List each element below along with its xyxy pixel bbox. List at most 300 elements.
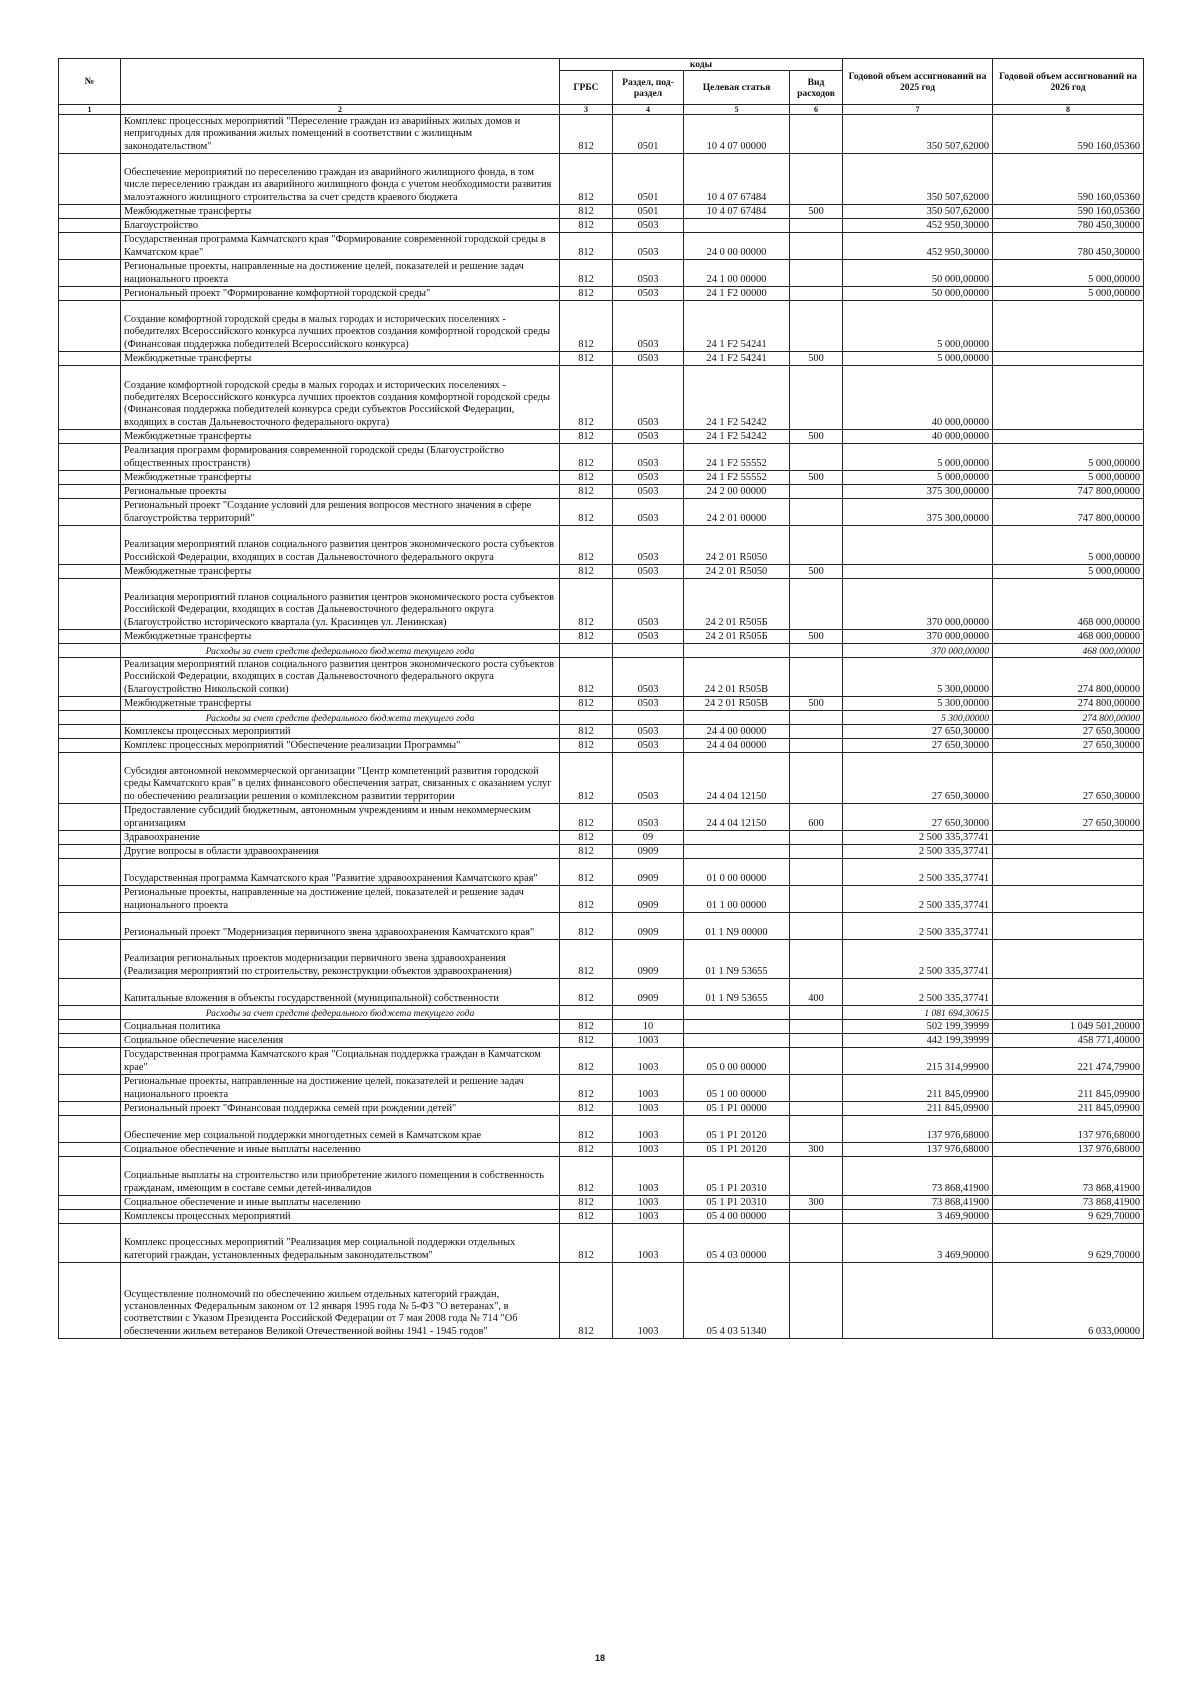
header-name	[121, 59, 560, 105]
cell-2025: 27 650,30000	[843, 725, 993, 739]
cell-2026: 211 845,09900	[993, 1102, 1144, 1116]
cell-expense-type	[790, 444, 843, 471]
cell-name: Региональный проект "Модернизация первичного звена здравоохранения Камчатского края"	[121, 913, 560, 940]
cell-2026: 73 868,41900	[993, 1157, 1144, 1196]
cell-2026	[993, 913, 1144, 940]
cell-target: 24 1 00 00000	[684, 260, 790, 287]
column-numbers-row	[59, 105, 1144, 115]
cell-2025: 2 500 335,37741	[843, 886, 993, 913]
cell-name: Региональные проекты	[121, 485, 560, 499]
cell-target: 24 4 04 00000	[684, 739, 790, 753]
table-row	[59, 845, 1144, 859]
table-row	[59, 697, 1144, 711]
cell-2026: 747 800,00000	[993, 499, 1144, 526]
header-codes: коды	[560, 59, 843, 71]
cell-section: 0503	[613, 366, 684, 430]
cell-name: Государственная программа Камчатского края "Социальная поддержка граждан в Камчатском крае"	[121, 1048, 560, 1075]
cell-name: Региональные проекты, направленные на достижение целей, показателей и решение задач национального проекта	[121, 260, 560, 287]
cell-num	[59, 1116, 121, 1143]
header-section: Раздел, под-раздел	[613, 71, 684, 105]
cell-name: Обеспечение мероприятий по переселению граждан из аварийного жилищного фонда, в том числе переселению граждан из аварийного жилищного фонда с учетом необходимости развития малоэтажного жилищного строительства за счет средств краевого бюджета	[121, 154, 560, 205]
cell-2026: 780 450,30000	[993, 233, 1144, 260]
cell-target: 01 1 N9 53655	[684, 979, 790, 1006]
cell-grbs: 812	[560, 499, 613, 526]
column-number: 2	[121, 105, 560, 115]
cell-section: 0503	[613, 630, 684, 644]
cell-2025: 442 199,39999	[843, 1034, 993, 1048]
cell-2026: 27 650,30000	[993, 804, 1144, 831]
cell-name: Реализация мероприятий планов социального развития центров экономического роста субъектов Российской Федерации, входящих в состав Дальневосточного федерального округа (Благоустройство исторического квартала (ул. Красинцев ул. Ленинская)	[121, 579, 560, 630]
cell-num	[59, 859, 121, 886]
cell-target: 24 1 F2 55552	[684, 471, 790, 485]
cell-section: 0909	[613, 859, 684, 886]
cell-expense-type	[790, 485, 843, 499]
cell-2025: 50 000,00000	[843, 287, 993, 301]
table-row	[59, 1006, 1144, 1020]
cell-name: Реализация мероприятий планов социального развития центров экономического роста субъектов Российской Федерации, входящих в состав Дальневосточного федерального округа	[121, 526, 560, 565]
cell-2025: 5 000,00000	[843, 301, 993, 352]
cell-name: Межбюджетные трансферты	[121, 430, 560, 444]
cell-target: 24 2 00 00000	[684, 485, 790, 499]
cell-grbs: 812	[560, 1048, 613, 1075]
cell-2026	[993, 1006, 1144, 1020]
cell-2025: 350 507,62000	[843, 115, 993, 154]
cell-2026: 5 000,00000	[993, 471, 1144, 485]
cell-name: Межбюджетные трансферты	[121, 352, 560, 366]
cell-2026: 590 160,05360	[993, 154, 1144, 205]
cell-2026	[993, 979, 1144, 1006]
cell-2025: 2 500 335,37741	[843, 845, 993, 859]
table-row	[59, 471, 1144, 485]
table-row	[59, 1210, 1144, 1224]
cell-name: Межбюджетные трансферты	[121, 697, 560, 711]
cell-2025: 3 469,90000	[843, 1224, 993, 1263]
cell-section: 0503	[613, 725, 684, 739]
table-row	[59, 287, 1144, 301]
table-row	[59, 205, 1144, 219]
cell-section: 0501	[613, 115, 684, 154]
cell-2025: 350 507,62000	[843, 154, 993, 205]
cell-2026: 458 771,40000	[993, 1034, 1144, 1048]
cell-expense-type	[790, 301, 843, 352]
cell-2025: 215 314,99900	[843, 1048, 993, 1075]
cell-2025: 137 976,68000	[843, 1143, 993, 1157]
table-row	[59, 1020, 1144, 1034]
cell-name: Комплексы процессных мероприятий	[121, 1210, 560, 1224]
cell-num	[59, 430, 121, 444]
cell-name: Комплексы процессных мероприятий	[121, 725, 560, 739]
cell-name: Межбюджетные трансферты	[121, 471, 560, 485]
cell-section: 0503	[613, 352, 684, 366]
header-num: №	[59, 59, 121, 105]
cell-2025	[843, 526, 993, 565]
cell-grbs: 812	[560, 753, 613, 804]
cell-target: 05 1 00 00000	[684, 1075, 790, 1102]
cell-grbs: 812	[560, 366, 613, 430]
cell-num	[59, 485, 121, 499]
cell-2026	[993, 430, 1144, 444]
cell-num	[59, 526, 121, 565]
cell-grbs: 812	[560, 1210, 613, 1224]
cell-2025: 2 500 335,37741	[843, 979, 993, 1006]
cell-grbs: 812	[560, 485, 613, 499]
cell-name: Региональные проекты, направленные на достижение целей, показателей и решение задач национального проекта	[121, 886, 560, 913]
cell-2025: 137 976,68000	[843, 1116, 993, 1143]
table-row	[59, 430, 1144, 444]
cell-section: 1003	[613, 1224, 684, 1263]
cell-target	[684, 644, 790, 658]
cell-2026	[993, 859, 1144, 886]
cell-section: 1003	[613, 1048, 684, 1075]
cell-expense-type	[790, 831, 843, 845]
table-row	[59, 579, 1144, 630]
cell-num	[59, 301, 121, 352]
cell-num	[59, 979, 121, 1006]
cell-target: 10 4 07 00000	[684, 115, 790, 154]
table-row	[59, 711, 1144, 725]
cell-expense-type	[790, 1210, 843, 1224]
cell-target: 10 4 07 67484	[684, 205, 790, 219]
cell-2025: 375 300,00000	[843, 499, 993, 526]
cell-target: 24 2 01 R505Б	[684, 579, 790, 630]
cell-num	[59, 1020, 121, 1034]
cell-expense-type	[790, 940, 843, 979]
cell-2025: 40 000,00000	[843, 430, 993, 444]
cell-2025: 502 199,39999	[843, 1020, 993, 1034]
cell-2026: 5 000,00000	[993, 287, 1144, 301]
cell-grbs: 812	[560, 1196, 613, 1210]
table-row	[59, 725, 1144, 739]
cell-num	[59, 233, 121, 260]
column-number: 3	[560, 105, 613, 115]
cell-name: Региональный проект "Формирование комфортной городской среды"	[121, 287, 560, 301]
cell-grbs: 812	[560, 1116, 613, 1143]
cell-section: 0503	[613, 753, 684, 804]
cell-target: 01 0 00 00000	[684, 859, 790, 886]
cell-section: 0503	[613, 526, 684, 565]
table-row	[59, 979, 1144, 1006]
cell-target	[684, 845, 790, 859]
cell-section: 0503	[613, 579, 684, 630]
cell-grbs: 812	[560, 1143, 613, 1157]
cell-grbs: 812	[560, 1075, 613, 1102]
column-number: 1	[59, 105, 121, 115]
cell-2025: 452 950,30000	[843, 219, 993, 233]
table-row	[59, 485, 1144, 499]
cell-expense-type	[790, 579, 843, 630]
cell-section: 0909	[613, 913, 684, 940]
cell-num	[59, 352, 121, 366]
cell-num	[59, 940, 121, 979]
cell-section: 0909	[613, 940, 684, 979]
cell-name: Обеспечение мер социальной поддержки многодетных семей в Камчатском крае	[121, 1116, 560, 1143]
cell-2026: 211 845,09900	[993, 1075, 1144, 1102]
cell-expense-type: 500	[790, 430, 843, 444]
cell-grbs: 812	[560, 725, 613, 739]
cell-target: 05 4 00 00000	[684, 1210, 790, 1224]
table-row	[59, 1034, 1144, 1048]
cell-num	[59, 886, 121, 913]
cell-section	[613, 1006, 684, 1020]
cell-2025: 211 845,09900	[843, 1075, 993, 1102]
cell-section	[613, 644, 684, 658]
cell-target: 05 1 P1 20120	[684, 1143, 790, 1157]
cell-num	[59, 1210, 121, 1224]
cell-2026: 274 800,00000	[993, 711, 1144, 725]
cell-2025: 370 000,00000	[843, 579, 993, 630]
cell-expense-type	[790, 913, 843, 940]
table-row	[59, 1157, 1144, 1196]
cell-expense-type	[790, 859, 843, 886]
cell-section: 0503	[613, 260, 684, 287]
cell-expense-type	[790, 753, 843, 804]
cell-expense-type: 300	[790, 1143, 843, 1157]
cell-target: 01 1 00 00000	[684, 886, 790, 913]
cell-2025: 5 000,00000	[843, 444, 993, 471]
cell-name: Реализация программ формирования современной городской среды (Благоустройство общественных пространств)	[121, 444, 560, 471]
cell-num	[59, 499, 121, 526]
cell-expense-type	[790, 1034, 843, 1048]
cell-target: 01 1 N9 00000	[684, 913, 790, 940]
cell-num	[59, 444, 121, 471]
table-row	[59, 644, 1144, 658]
cell-grbs: 812	[560, 979, 613, 1006]
cell-2026: 137 976,68000	[993, 1116, 1144, 1143]
cell-grbs: 812	[560, 154, 613, 205]
cell-name: Создание комфортной городской среды в малых городах и исторических поселениях - победителях Всероссийского конкурса лучших проектов создания комфортной городской среды (Финансовая поддержка победителей конкурса среди субъектов Российской Федерации, входящих в состав Дальневосточного федерального округа)	[121, 366, 560, 430]
table-row	[59, 1102, 1144, 1116]
cell-target: 05 1 P1 00000	[684, 1102, 790, 1116]
cell-num	[59, 471, 121, 485]
cell-target	[684, 219, 790, 233]
cell-grbs: 812	[560, 579, 613, 630]
cell-section: 10	[613, 1020, 684, 1034]
cell-target: 24 1 F2 54241	[684, 301, 790, 352]
column-number: 7	[843, 105, 993, 115]
cell-num	[59, 753, 121, 804]
cell-2026	[993, 366, 1144, 430]
cell-expense-type	[790, 1102, 843, 1116]
cell-section: 0503	[613, 287, 684, 301]
cell-expense-type	[790, 154, 843, 205]
cell-num	[59, 913, 121, 940]
cell-2026: 137 976,68000	[993, 1143, 1144, 1157]
cell-expense-type	[790, 366, 843, 430]
cell-2026: 27 650,30000	[993, 739, 1144, 753]
cell-expense-type	[790, 1006, 843, 1020]
cell-section: 0503	[613, 444, 684, 471]
cell-grbs: 812	[560, 859, 613, 886]
cell-num	[59, 565, 121, 579]
cell-2025: 350 507,62000	[843, 205, 993, 219]
cell-grbs: 812	[560, 1020, 613, 1034]
cell-section: 1003	[613, 1075, 684, 1102]
cell-name: Предоставление субсидий бюджетным, автономным учреждениям и иным некоммерческим организациям	[121, 804, 560, 831]
cell-num	[59, 658, 121, 697]
cell-target: 10 4 07 67484	[684, 154, 790, 205]
table-row	[59, 1075, 1144, 1102]
cell-target: 05 1 P1 20120	[684, 1116, 790, 1143]
cell-num	[59, 845, 121, 859]
cell-grbs: 812	[560, 1224, 613, 1263]
cell-name: Региональный проект "Финансовая поддержка семей при рождении детей"	[121, 1102, 560, 1116]
cell-2025	[843, 1263, 993, 1339]
cell-target: 05 1 P1 20310	[684, 1196, 790, 1210]
cell-grbs: 812	[560, 886, 613, 913]
cell-num	[59, 711, 121, 725]
cell-2026: 274 800,00000	[993, 697, 1144, 711]
cell-2025: 3 469,90000	[843, 1210, 993, 1224]
cell-section: 0501	[613, 205, 684, 219]
cell-2026: 747 800,00000	[993, 485, 1144, 499]
cell-2026	[993, 886, 1144, 913]
cell-grbs: 812	[560, 1157, 613, 1196]
header-2025: Годовой объем ассигнований на 2025 год	[843, 59, 993, 105]
cell-grbs: 812	[560, 658, 613, 697]
cell-target: 05 4 03 00000	[684, 1224, 790, 1263]
table-row	[59, 1143, 1144, 1157]
cell-name: Государственная программа Камчатского края "Формирование современной городской среды в Камчатском крае"	[121, 233, 560, 260]
cell-num	[59, 1196, 121, 1210]
cell-2025: 27 650,30000	[843, 804, 993, 831]
cell-name: Социальное обеспечение и иные выплаты населению	[121, 1196, 560, 1210]
cell-num	[59, 644, 121, 658]
cell-name: Создание комфортной городской среды в малых городах и исторических поселениях - победителях Всероссийского конкурса лучших проектов создания комфортной городской среды (Финансовая поддержка победителей Всероссийского конкурса)	[121, 301, 560, 352]
cell-num	[59, 831, 121, 845]
cell-2025: 211 845,09900	[843, 1102, 993, 1116]
table-row	[59, 859, 1144, 886]
cell-expense-type	[790, 711, 843, 725]
cell-expense-type: 500	[790, 205, 843, 219]
page-number: 18	[594, 1653, 605, 1663]
table-row	[59, 565, 1144, 579]
cell-grbs: 812	[560, 1263, 613, 1339]
column-number: 8	[993, 105, 1144, 115]
cell-target: 05 0 00 00000	[684, 1048, 790, 1075]
table-row	[59, 739, 1144, 753]
cell-2025	[843, 565, 993, 579]
cell-2026	[993, 352, 1144, 366]
cell-2025: 375 300,00000	[843, 485, 993, 499]
cell-expense-type	[790, 115, 843, 154]
cell-2025: 5 300,00000	[843, 697, 993, 711]
cell-section: 1003	[613, 1210, 684, 1224]
cell-grbs: 812	[560, 565, 613, 579]
cell-2025: 73 868,41900	[843, 1157, 993, 1196]
table-row	[59, 260, 1144, 287]
cell-target: 24 2 01 R505В	[684, 658, 790, 697]
cell-target: 24 1 F2 54242	[684, 430, 790, 444]
cell-2026: 590 160,05360	[993, 115, 1144, 154]
cell-2025: 2 500 335,37741	[843, 940, 993, 979]
cell-2026	[993, 301, 1144, 352]
cell-target: 01 1 N9 53655	[684, 940, 790, 979]
cell-name: Субсидия автономной некоммерческой организации "Центр компетенций развития городской среды Камчатского края" в целях финансового обеспечения затрат, связанных с оказанием услуг по обеспечению реализации решения о комплексном развитии территории	[121, 753, 560, 804]
cell-expense-type: 500	[790, 471, 843, 485]
cell-name: Благоустройство	[121, 219, 560, 233]
cell-grbs: 812	[560, 1102, 613, 1116]
cell-expense-type	[790, 658, 843, 697]
cell-2026: 468 000,00000	[993, 644, 1144, 658]
cell-section: 0503	[613, 485, 684, 499]
cell-expense-type	[790, 1020, 843, 1034]
cell-expense-type	[790, 287, 843, 301]
cell-2026: 221 474,79900	[993, 1048, 1144, 1075]
cell-expense-type	[790, 1224, 843, 1263]
cell-expense-type	[790, 260, 843, 287]
cell-expense-type: 300	[790, 1196, 843, 1210]
table-row	[59, 1263, 1144, 1339]
cell-section: 0909	[613, 979, 684, 1006]
cell-2025: 5 300,00000	[843, 658, 993, 697]
cell-section: 0503	[613, 499, 684, 526]
cell-target: 24 2 01 R505В	[684, 697, 790, 711]
cell-name: Межбюджетные трансферты	[121, 205, 560, 219]
header-grbs: ГРБС	[560, 71, 613, 105]
cell-2025: 40 000,00000	[843, 366, 993, 430]
cell-target: 24 1 F2 55552	[684, 444, 790, 471]
cell-num	[59, 205, 121, 219]
table-row	[59, 115, 1144, 154]
cell-name: Государственная программа Камчатского края "Развитие здравоохранения Камчатского края"	[121, 859, 560, 886]
cell-target: 24 1 F2 54242	[684, 366, 790, 430]
cell-2025: 2 500 335,37741	[843, 859, 993, 886]
column-number: 5	[684, 105, 790, 115]
cell-target	[684, 1034, 790, 1048]
cell-grbs: 812	[560, 219, 613, 233]
cell-2026: 274 800,00000	[993, 658, 1144, 697]
table-row	[59, 301, 1144, 352]
cell-grbs: 812	[560, 940, 613, 979]
cell-target	[684, 1020, 790, 1034]
cell-grbs: 812	[560, 630, 613, 644]
cell-expense-type	[790, 739, 843, 753]
table-row	[59, 526, 1144, 565]
cell-2026: 468 000,00000	[993, 630, 1144, 644]
cell-num	[59, 115, 121, 154]
table-row	[59, 352, 1144, 366]
table-row	[59, 804, 1144, 831]
cell-grbs: 812	[560, 913, 613, 940]
cell-2025: 5 000,00000	[843, 352, 993, 366]
cell-name: Социальная политика	[121, 1020, 560, 1034]
cell-expense-type	[790, 1048, 843, 1075]
cell-expense-type	[790, 1157, 843, 1196]
cell-target	[684, 831, 790, 845]
cell-grbs	[560, 1006, 613, 1020]
cell-section	[613, 711, 684, 725]
cell-grbs: 812	[560, 1034, 613, 1048]
cell-target: 24 0 00 00000	[684, 233, 790, 260]
cell-target	[684, 711, 790, 725]
cell-num	[59, 579, 121, 630]
cell-num	[59, 1157, 121, 1196]
cell-expense-type	[790, 886, 843, 913]
cell-target: 24 1 F2 54241	[684, 352, 790, 366]
cell-expense-type: 500	[790, 630, 843, 644]
header-2026: Годовой объем ассигнований на 2026 год	[993, 59, 1144, 105]
cell-section: 0503	[613, 565, 684, 579]
table-row	[59, 658, 1144, 697]
budget-table	[58, 58, 1144, 1339]
cell-num	[59, 1102, 121, 1116]
cell-section: 0501	[613, 154, 684, 205]
cell-2025: 370 000,00000	[843, 644, 993, 658]
cell-2025: 27 650,30000	[843, 739, 993, 753]
cell-grbs: 812	[560, 260, 613, 287]
cell-2026	[993, 831, 1144, 845]
cell-target: 24 2 01 R5050	[684, 526, 790, 565]
